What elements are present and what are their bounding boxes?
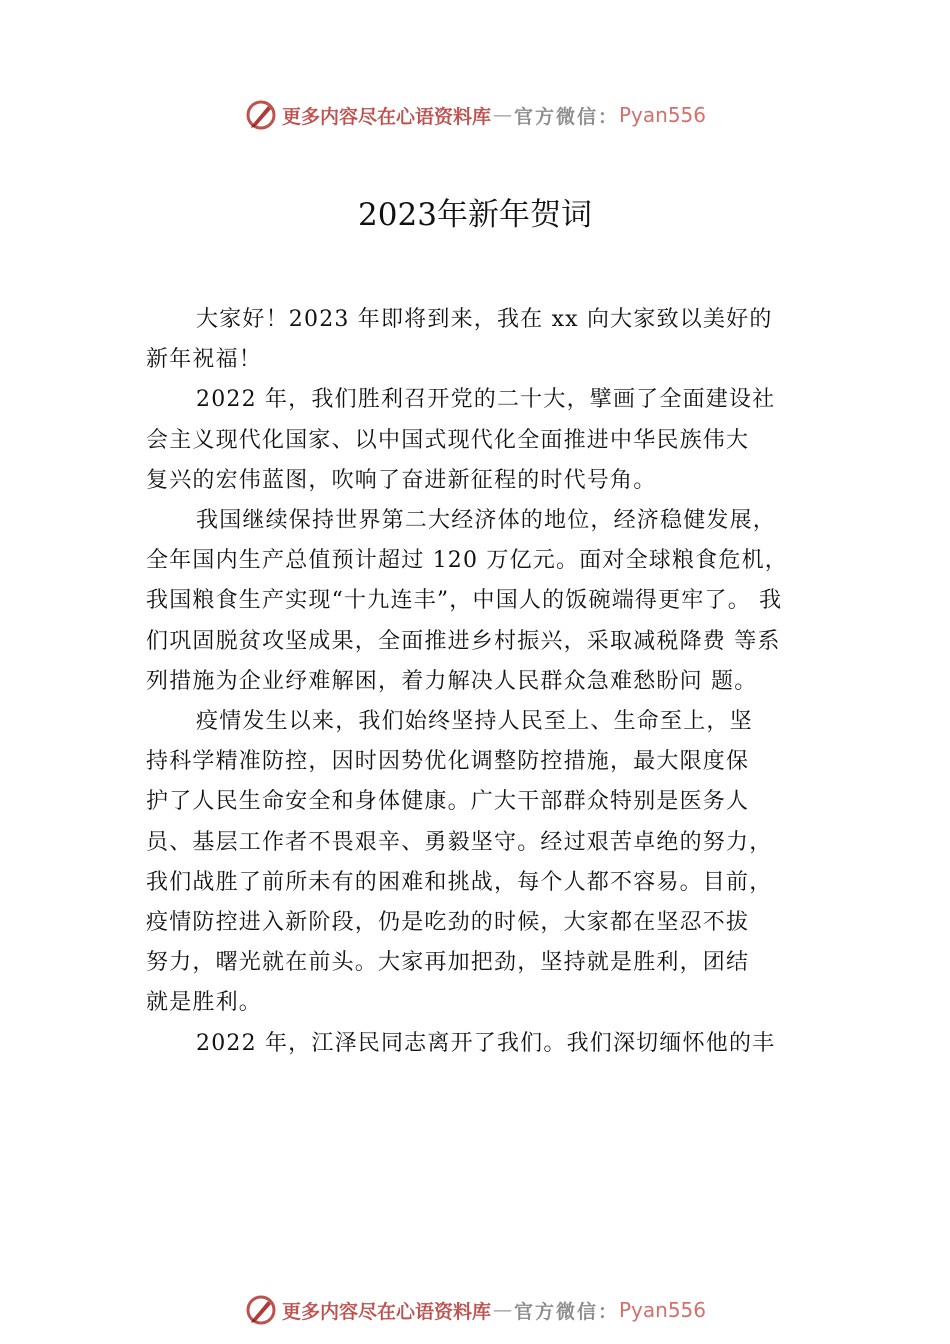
- header-dash: —: [492, 104, 512, 126]
- body-line: 护了人民生命安全和身体健康。广大干部群众特别是医务人: [146, 789, 750, 815]
- body-line: 持科学精准防控，因时因势优化调整防控措施，最大限度保: [146, 749, 750, 775]
- footer-wechat-id: Pyan556: [619, 1298, 707, 1322]
- body-line: 员、基层工作者不畏艰辛、勇毅坚守。经过艰苦卓绝的努力，: [146, 829, 773, 855]
- body-line: 大家好！2023 年即将到来，我在 xx 向大家致以美好的: [196, 307, 773, 332]
- body-line: 2022 年，我们胜利召开党的二十大，擘画了全面建设社: [196, 387, 776, 413]
- body-line: 们巩固脱贫攻坚成果，全面推进乡村振兴，采取减税降费 等系: [146, 628, 781, 654]
- footer-brand: 更多内容尽在心语资料库: [281, 1300, 491, 1323]
- body-line: 疫情防控进入新阶段，仍是吃劲的时候，大家都在坚忍不拔: [146, 910, 750, 936]
- pen-logo-icon: [244, 98, 278, 132]
- header-wechat-id: Pyan556: [619, 103, 707, 127]
- body-line: 我国粮食生产实现“十九连丰”，中国人的饭碗端得更牢了。 我: [146, 588, 783, 614]
- body-line: 新年祝福！: [146, 347, 263, 373]
- body-line: 疫情发生以来，我们始终坚持人民至上、生命至上，坚: [196, 709, 753, 735]
- header-banner: [0, 95, 950, 135]
- body-line: 我们战胜了前所未有的困难和挑战，每个人都不容易。目前，: [146, 869, 773, 895]
- body-line: 复兴的宏伟蓝图，吹响了奋进新征程的时代号角。: [146, 467, 657, 493]
- footer-banner: [0, 1290, 950, 1330]
- header-brand: 更多内容尽在心语资料库: [281, 105, 491, 128]
- body-line: 2022 年，江泽民同志离开了我们。我们深切缅怀他的丰: [196, 1030, 776, 1056]
- body-line: 会主义现代化国家、以中国式现代化全面推进中华民族伟大: [146, 427, 750, 453]
- footer-dash: —: [492, 1299, 512, 1321]
- header-banner-text: [282, 102, 706, 129]
- body-line: 就是胜利。: [146, 990, 263, 1016]
- body-line: 努力，曙光就在前头。大家再加把劲，坚持就是胜利，团结: [146, 950, 750, 976]
- body-line: 全年国内生产总值预计超过 120 万亿元。面对全球粮食危机，: [146, 548, 788, 574]
- header-wechat-label: 官方微信：: [513, 105, 619, 128]
- body-line: 我国继续保持世界第二大经济体的地位，经济稳健发展，: [196, 508, 777, 534]
- document-body: [146, 300, 816, 1064]
- body-line: 列措施为企业纾难解困，着力解决人民群众急难愁盼问 题。: [146, 668, 758, 694]
- pen-logo-icon: [244, 1293, 278, 1327]
- footer-banner-text: [282, 1297, 706, 1324]
- document-title: 2023年新年贺词: [358, 197, 592, 233]
- footer-wechat-label: 官方微信：: [513, 1300, 619, 1323]
